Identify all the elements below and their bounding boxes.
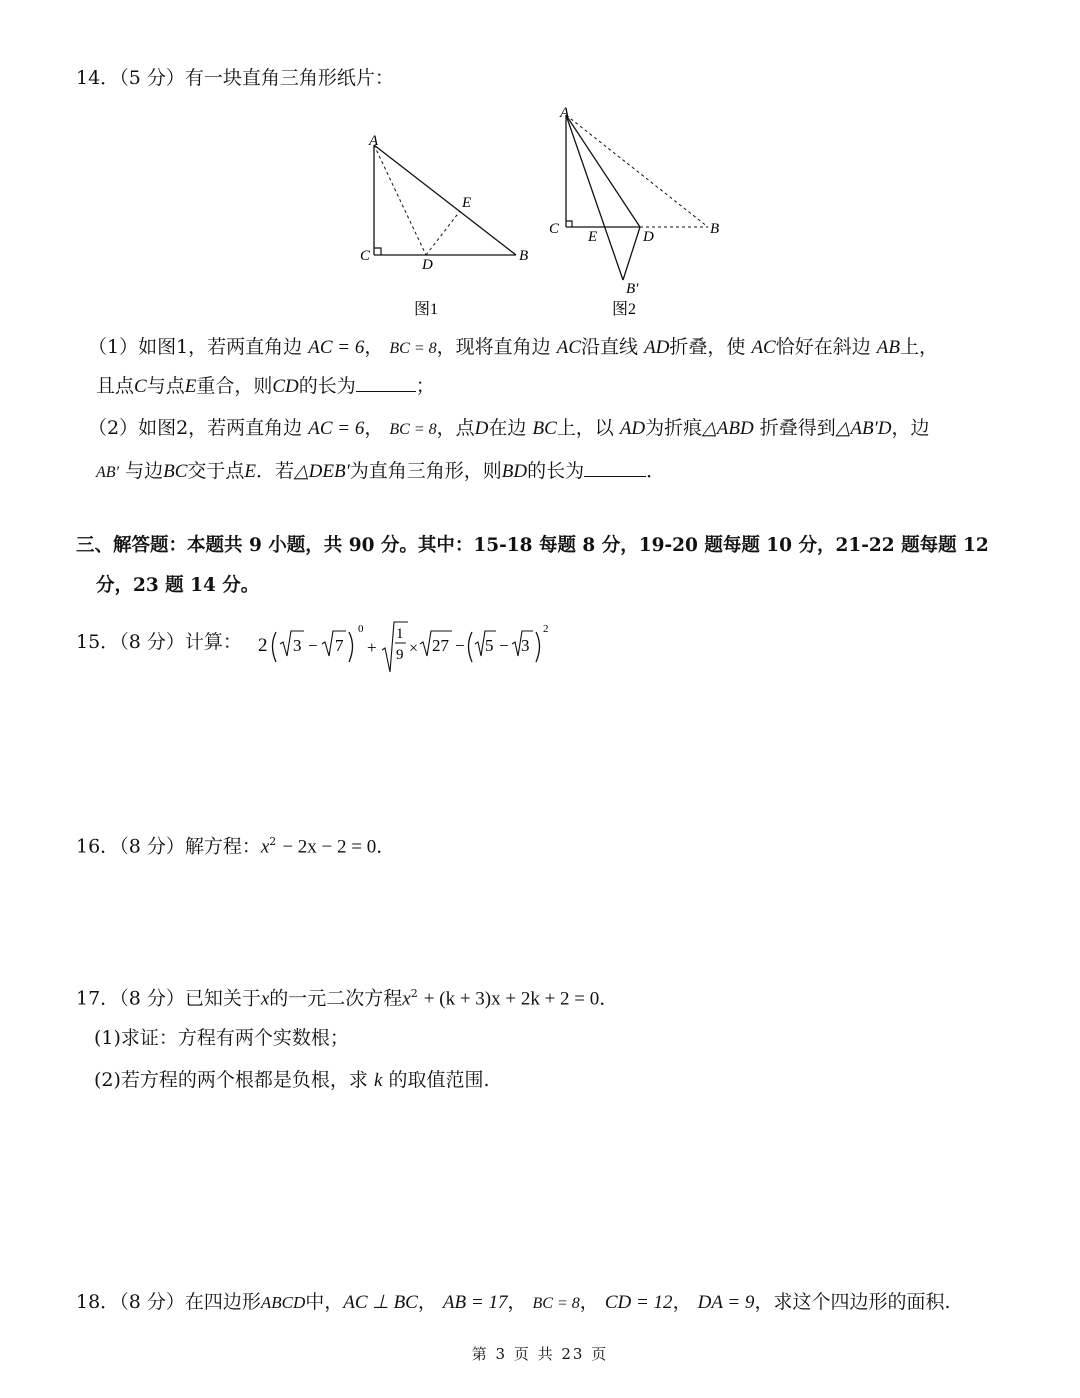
q14-p2-d: D: [474, 418, 489, 439]
section3-heading-line2: 分，23 题 14 分。: [96, 575, 260, 596]
fig1-label-d: D: [422, 257, 433, 273]
q14-p1b-cd: CD: [272, 376, 299, 397]
q17-var-x: x: [260, 988, 270, 1010]
q17-sub2-text-1: (2)若方程的两个根都是负根，求: [94, 1069, 368, 1091]
q17-sub1: (1)求证：方程有两个实数根；: [94, 1027, 349, 1049]
q14-p1b-c: C: [134, 376, 147, 397]
q18-da: DA = 9: [697, 1292, 755, 1313]
fig1-caption: 图1: [414, 301, 439, 318]
fig2-label-a: A: [560, 105, 570, 121]
fig1-right-angle: [374, 248, 381, 255]
q14-p1-ad: AD: [644, 337, 670, 358]
q18-sep-1: ，: [417, 1291, 437, 1313]
q14-p2b-text-1: 与边: [125, 460, 164, 482]
q15-paren-open-1: [273, 632, 277, 662]
q16-score: （8 分）: [119, 835, 185, 858]
fig1-label-c: C: [360, 248, 371, 264]
page-footer: 第 3 页 共 23 页: [471, 1345, 609, 1363]
q14-p2-text-7: ，边: [891, 417, 930, 439]
q14-p1-text-3: 沿直线: [581, 336, 639, 358]
q17-text-1: 已知关于: [184, 987, 261, 1010]
section3-heading-line1: 三、解答题：本题共 9 小题，共 90 分。其中：15-18 每题 8 分，19-20 题每题 10 分，21-22 题每题 12: [76, 535, 989, 556]
q15-frac-num: 1: [396, 626, 404, 642]
q14-p2b-text-4: 为直角三角形，则: [349, 460, 502, 482]
q14-header: [76, 66, 394, 90]
q16-equation: − 2x − 2 = 0: [282, 836, 377, 858]
q15-minus-1: −: [308, 636, 318, 655]
fig1-label-b: B: [519, 248, 529, 264]
q14-p1-ac: AC: [556, 337, 581, 358]
q14-part1-line2: [96, 373, 435, 399]
q14-p2-text-2: ，点: [436, 417, 475, 439]
q15-times: ×: [409, 640, 419, 657]
fig1-label-a: A: [369, 133, 379, 149]
q15-paren-open-2: [469, 632, 473, 662]
fig2-side-db-prime: [623, 227, 640, 280]
q14-part2-line2: [96, 458, 665, 485]
q14-p2b-tri-debp: △DEB′: [294, 461, 350, 482]
q14-p1-text-5: 恰好在斜边: [775, 336, 871, 358]
fig2-side-ab-prime: [566, 115, 623, 280]
fig2-label-b-prime: B′: [626, 281, 639, 297]
q14-score: （5 分）: [119, 67, 185, 89]
q15-stem: 计算：: [184, 631, 242, 653]
q17-number: 17．: [76, 987, 120, 1010]
q14-p2-tri-abd: △ABD: [702, 418, 754, 439]
q14-p1b-text-4: 的长为: [298, 375, 356, 397]
fig2-label-d: D: [643, 229, 654, 245]
q16-line: [76, 830, 395, 859]
q15-coef: 2: [258, 635, 268, 656]
q17-end: ．: [599, 987, 619, 1010]
q15-minus-3: −: [499, 636, 509, 655]
q18-abcd: ABCD: [260, 1293, 306, 1312]
q14-p1b-text-1: 且点: [96, 375, 135, 397]
q14-p1b-text-2: 与点: [146, 375, 185, 397]
fig2-caption: 图2: [612, 301, 637, 318]
q18-perp: AC ⊥ BC: [343, 1292, 418, 1313]
q15-exp-0: 0: [358, 623, 364, 635]
q15-r5: 5: [485, 636, 494, 655]
q14-p1-ac-eq: AC = 6: [308, 337, 365, 358]
q15-number: 15．: [76, 631, 120, 653]
q14-p1-ab: AB: [876, 337, 901, 358]
fig1-fold-ad: [374, 145, 426, 255]
q15-header: [76, 630, 242, 654]
q16-end: ．: [376, 835, 396, 858]
q14-p2-ad: AD: [619, 418, 646, 439]
q14-part1-line1: [88, 335, 938, 361]
q17-equation: + (k + 3)x + 2k + 2 = 0: [423, 988, 600, 1010]
q15-exp-2: 2: [543, 623, 549, 635]
q14-p1b-text-3: 重合，则: [196, 375, 273, 397]
q14-part2-answer-blank[interactable]: [584, 458, 646, 477]
q15-r7: 7: [335, 636, 344, 655]
q15-r3b: 3: [521, 636, 530, 655]
q14-p2-text-1: （2）如图2，若两直角边: [88, 417, 303, 439]
q14-p1-text-1: （1）如图1，若两直角边: [88, 336, 303, 358]
q14-p1-ac-2: AC: [751, 337, 776, 358]
figure-2: [540, 100, 750, 320]
q17-sub2: [94, 1068, 490, 1093]
q15-minus-2: −: [455, 636, 465, 655]
q14-p2b-end: ．: [646, 460, 666, 482]
q14-part2-line1: [88, 416, 929, 442]
q18-score: （8 分）: [119, 1291, 185, 1313]
q14-p2b-text-3: ．若: [256, 460, 295, 482]
fig1-label-e: E: [462, 195, 472, 211]
q15-r27: 27: [432, 636, 449, 655]
q14-part1-answer-blank[interactable]: [356, 373, 416, 392]
q18-number: 18．: [76, 1291, 120, 1313]
q18-text-2: 中，: [305, 1291, 344, 1313]
q16-number: 16．: [76, 835, 120, 858]
q17-sub2-text-2: 的取值范围.: [388, 1069, 490, 1091]
fig2-label-e: E: [588, 229, 598, 245]
q14-p2b-e: E: [244, 461, 257, 482]
q18-text-1: 在四边形: [184, 1291, 261, 1313]
q16-eq-sup: 2: [269, 835, 277, 848]
q14-p1-comma: ，: [364, 336, 384, 358]
q18-ab: AB = 17: [442, 1292, 508, 1313]
q15-expression: [256, 616, 556, 676]
q15-paren-close-2: [536, 632, 540, 662]
q14-p1-text-6: 上，: [900, 336, 939, 358]
q14-p2b-bd: BD: [501, 461, 528, 482]
fig2-label-c: C: [549, 221, 560, 237]
fig1-segment-de: [426, 211, 460, 255]
q15-paren-close-1: [349, 632, 353, 662]
q18-sep-3: ，: [579, 1291, 599, 1313]
q14-p1-bc-eq: BC = 8: [389, 340, 437, 357]
q17-text-2: 的一元二次方程: [269, 987, 403, 1010]
q15-frac-den: 9: [396, 647, 404, 663]
q14-p1-text-4: 折叠，使: [669, 336, 746, 358]
q17-line: [76, 982, 618, 1011]
q18-cd: CD = 12: [604, 1292, 673, 1313]
q15-r3: 3: [293, 636, 302, 655]
q14-number: 14．: [76, 67, 120, 89]
q14-p1-text-2: ，现将直角边: [436, 336, 551, 358]
q17-sub2-k: k: [373, 1070, 383, 1091]
q14-p2-text-5: 为折痕: [645, 417, 703, 439]
q18-text-3: ，求这个四边形的面积.: [754, 1291, 951, 1313]
q16-stem: 解方程：: [184, 835, 261, 858]
q18-sep-2: ，: [507, 1291, 527, 1313]
q18-sep-4: ，: [672, 1291, 692, 1313]
q14-p2-text-4: 上，以: [556, 417, 614, 439]
figure-1: [340, 125, 550, 325]
q14-p2-bc-eq: BC = 8: [389, 421, 437, 438]
q14-p2-text-6: 折叠得到: [759, 417, 836, 439]
q17-score: （8 分）: [119, 987, 185, 1010]
q15-score: （8 分）: [119, 631, 185, 653]
q17-eq-x: x: [402, 988, 411, 1010]
fig1-side-ab: [374, 145, 516, 255]
q14-p1b-end: ；: [415, 375, 435, 397]
q17-eq-sup: 2: [410, 987, 418, 1000]
q14-p1b-e: E: [184, 376, 197, 397]
q14-p2-text-3: 在边: [488, 417, 527, 439]
q14-p2-comma: ，: [364, 417, 384, 439]
fig2-side-ab: [566, 115, 708, 227]
q15-sqrt-frac: [382, 622, 408, 672]
q15-plus: +: [367, 638, 377, 657]
q14-p2-bc: BC: [532, 418, 557, 439]
q14-p2b-text-2: 交于点: [187, 460, 245, 482]
q16-eq-x: x: [260, 836, 270, 858]
q18-line: [76, 1290, 950, 1316]
fig2-right-angle: [566, 221, 572, 227]
fig2-label-b: B: [710, 221, 720, 237]
q14-p2-tri-abpd: △AB′D: [835, 418, 892, 439]
q14-p2b-abp: AB′: [96, 464, 120, 481]
q14-p2b-bc: BC: [163, 461, 188, 482]
q18-bc: BC = 8: [532, 1295, 580, 1312]
fig2-fold-ad: [566, 115, 640, 227]
q14-stem: 有一块直角三角形纸片：: [184, 67, 394, 89]
q14-p2-ac-eq: AC = 6: [308, 418, 365, 439]
q14-p2b-text-5: 的长为: [527, 460, 585, 482]
